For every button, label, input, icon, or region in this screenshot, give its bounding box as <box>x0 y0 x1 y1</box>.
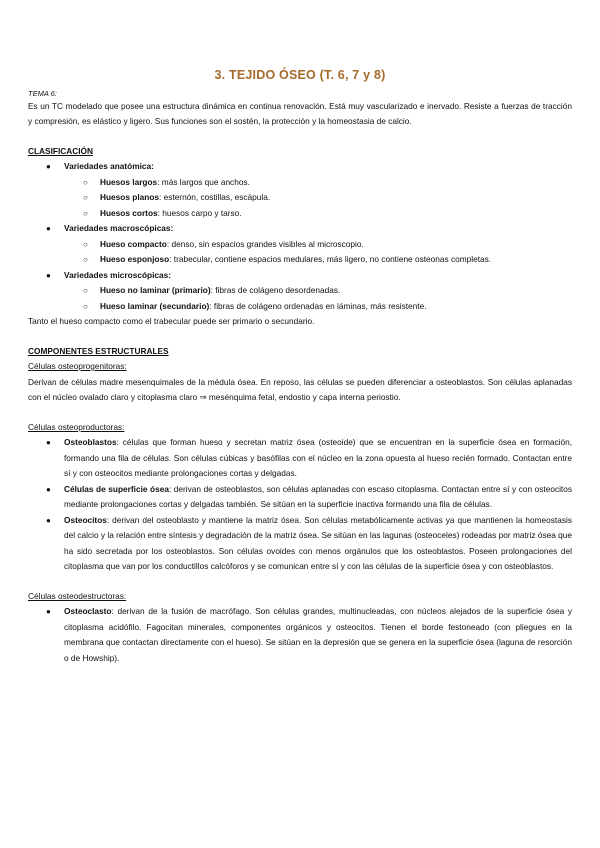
osteoprogenitoras-heading: Células osteoprogenitoras: <box>28 361 127 371</box>
bullet-icon: ● <box>46 484 51 494</box>
circle-bullet-icon: ○ <box>83 301 88 311</box>
clasificacion-note: Tanto el hueso compacto como el trabecular puede ser primario o secundario. <box>28 316 315 326</box>
group-label: Variedades anatómica: <box>64 161 154 171</box>
item-desc: : fibras de colágeno ordenadas en láminas, más resistente. <box>209 300 427 311</box>
page-title: 3. TEJIDO ÓSEO (T. 6, 7 y 8) <box>214 68 386 82</box>
bullet-icon: ● <box>46 270 51 280</box>
list-item <box>28 299 572 315</box>
item-desc: : derivan de osteoblastos, son células aplanadas con escaso citoplasma. Contactan entre sí y con osteocitos mediante prolongaciones cortas y delgadas también. Se sitúan en la superficie inactiva formando una fila de células. <box>64 483 573 509</box>
osteodestructoras-heading: Células osteodestructoras: <box>28 590 127 601</box>
circle-bullet-icon: ○ <box>83 208 88 218</box>
item-term: Osteoclasto <box>64 606 112 616</box>
list-item <box>28 604 572 666</box>
document-page <box>28 68 572 666</box>
componentes-heading: COMPONENTES ESTRUCTURALES <box>28 345 169 356</box>
item-term: Huesos planos <box>100 192 160 202</box>
list-item <box>28 268 572 284</box>
list-item <box>28 513 572 575</box>
osteoproductoras-heading: Células osteoproductoras: <box>28 421 125 432</box>
item-desc: : denso, sin espacios grandes visibles al microscopio. <box>166 238 364 249</box>
item-desc: : esternón, costillas, escápula. <box>159 192 271 202</box>
osteoprogenitoras-text: Derivan de células madre mesenquimales de la médula ósea. En reposo, las células se pueden diferenciar a osteoblastos. Son células aplanadas con el núcleo ovalado claro y citoplasma claro ⇒ mesénquima fetal, endostio y capa interna periostio. <box>28 376 572 402</box>
intro-paragraph: Es un TC modelado que posee una estructura dinámica en continua renovación. Está muy vascularizado e inervado. Resiste a fuerzas de tracción y compresión, es elástico y ligero. Sus funciones son el sostén, la protección y la homeostasia de calcio. <box>28 100 572 126</box>
item-term: Osteocitos <box>64 514 107 525</box>
item-term: Huesos largos <box>100 176 158 187</box>
group-label: Variedades microscópicas: <box>64 269 171 280</box>
item-term: Hueso laminar (secundario) <box>100 300 210 311</box>
item-desc: : fibras de colágeno desordenadas. <box>210 285 341 295</box>
list-item <box>28 482 572 513</box>
list-item <box>28 435 572 482</box>
list-item <box>28 175 572 191</box>
list-item <box>28 237 572 253</box>
bullet-icon: ● <box>46 162 51 171</box>
osteodestructoras-list <box>28 604 572 666</box>
group-label: Variedades macroscópicas: <box>64 223 174 233</box>
item-desc: : derivan de la fusión de macrófago. Son células grandes, multinucleadas, con núcleos alejados de la superficie ósea y citoplasma acidófilo. Fagocitan minerales, componentes orgánicos y osteocitos. Tienen el borde festoneado (con pliegues en la membrana que contactan directamente con el hueso). Se sitúan en la depresión que se genera en la superficie ósea (laguna de resorción o de Howship). <box>64 606 572 663</box>
list-item <box>28 159 572 175</box>
bullet-icon: ● <box>46 438 51 447</box>
item-desc: : más largos que anchos. <box>157 176 250 187</box>
circle-bullet-icon: ○ <box>83 177 88 187</box>
bullet-icon: ● <box>46 607 51 616</box>
list-item <box>28 283 572 299</box>
circle-bullet-icon: ○ <box>83 239 88 249</box>
list-item <box>28 221 572 237</box>
osteoproductoras-list <box>28 435 572 575</box>
item-term: Huesos cortos <box>100 207 158 218</box>
item-desc: : trabecular, contiene espacios medulares, más ligero, no contiene osteonas completas. <box>169 254 492 264</box>
item-term: Células de superficie ósea <box>64 483 169 494</box>
item-term: Hueso esponjoso <box>100 254 170 264</box>
item-term: Hueso compacto <box>100 238 167 249</box>
item-desc: : células que forman hueso y secretan matriz ósea (osteoide) que se encuentran en la superficie ósea en formación, formando una fila de células. Son células cúbicas y basófilas con el núcleo en la zona opuesta al hueso recién formado. Contactan entre sí y con osteocitos mediante prolongaciones cortas y delgadas. <box>64 437 572 478</box>
circle-bullet-icon: ○ <box>83 193 88 202</box>
circle-bullet-icon: ○ <box>83 255 88 264</box>
tema-label: TEMA 6: <box>28 88 57 98</box>
item-desc: : huesos carpo y tarso. <box>157 207 242 218</box>
item-desc: : derivan del osteoblasto y mantiene la matriz ósea. Son células metabólicamente activas ya que mantienen la homeostasis del calcio y la relación entre síntesis y degradación de la matriz ósea. Se sitúan en las lagunas (osteoceles) rodeadas por matriz ósea que ha sido secretada por los osteoblastos. Son células ovoides con menos orgánulos que los osteoblastos. Poseen prolongaciones del citoplasma que van por los conductillos calcóforos y se comunican entre sí y con las células de la superficie ósea y con osteoblastos. <box>64 514 572 571</box>
circle-bullet-icon: ○ <box>83 286 88 295</box>
bullet-icon: ● <box>46 224 51 233</box>
clasificacion-heading: CLASIFICACIÓN <box>28 145 93 156</box>
item-term: Hueso no laminar (primario) <box>100 285 211 295</box>
bullet-icon: ● <box>46 515 51 525</box>
list-item <box>28 206 572 222</box>
item-term: Osteoblastos <box>64 437 117 447</box>
clasificacion-list <box>28 159 572 314</box>
list-item <box>28 190 572 206</box>
list-item <box>28 252 572 268</box>
